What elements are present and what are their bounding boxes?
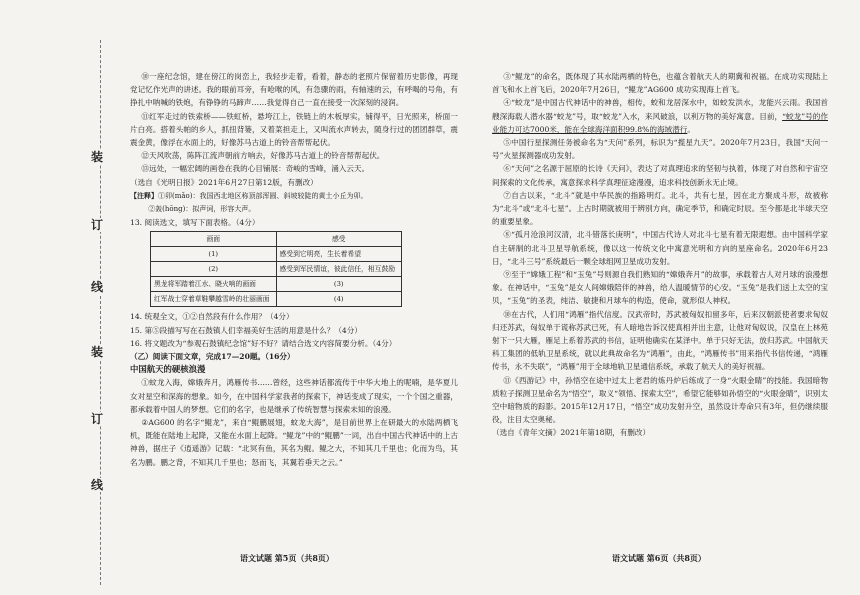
gutter-char-2: 订 [88,218,106,232]
question-15: 15. 第⑤段描写写在石鼓镇人们幸福美好生活的用意是什么？（4分） [130,325,362,335]
paragraph: ②AG600 的名字“鲲龙”，来自“鲲鹏展翅，蚊龙大海”，是目前世界上在研最大的水陆两栖飞机，既能在陆地上起降，又能在水面上起降。“鲲龙”中的“鲲鹏”一词，出自中国古代神话中的上古神兽，据庄子《逍遥游》记载：“北冥有鱼，其名为鲲。鲲之大，不知其几千里也；化而为鸟，其名为鹏。鹏之背，不知其几千里也；怒而飞，其翼若垂天之云。” [130,418,458,467]
gutter-char-6: 线 [88,478,106,492]
table-header: 画面 [151,232,277,247]
table-header-row [151,232,402,247]
table-cell: (1) [151,247,277,262]
paragraph: ⑩在古代，人们用“鸿雁”指代信度。汉武帝时，苏武被匈奴扣留多年，后来汉朝派使者要求匈奴归还苏武，匈奴单于谎称苏武已死，有人暗地告诉汉使真相并出主意，让他对匈奴说，汉皇在上林苑射下一只大雁，雁足上系着苏武的书信，证明他确实在某泽中。单于只好无法，放归苏武。中国航天科工集团的低轨卫星系统，就以此典故命名为“鸿雁”，由此，“鸿雁传书”用来指代书信传递，“鸿雁传书，永不失联”，“鸿雁”用于全球地轨卫星通信系统，承载了航天人的美好祝福。 [492,309,828,372]
paragraph-text: 。 [687,124,695,134]
paragraph: ⑨至于“嫦娥工程”和“玉兔”号则源自我们熟知的“嫦娥奔月”的故事，承载着古人对月球的浪漫想象。在神话中，“玉兔”是女人间嫦娥陪伴的神兽，给人温暖情节的心安。“玉兔”是我们送上太空的宝贝，“玉兔”的圣表，纯洁、敏捷和月球车的构造，使命，就形似人神权。 [492,270,828,306]
paragraph: ⑤中国行星探测任务被命名为“天问”系列，标识为“揽星九天”。2020年7月23日，我国“天问一号”火星探测器成功发射。 [492,138,828,161]
gutter-char-3: 线 [88,280,106,294]
table-cell: (3) [276,277,402,292]
table-row [151,277,402,292]
table-cell: 红军战士穿着草鞋攀越雪岭的壮丽画面 [151,292,277,307]
paragraph: ⑪红军走过的铁索桥——铁虹桥，悬垮江上，铁链上的木板厚实，铺得平，日光照来，桥面一片白亮。搭着头帕的乡人，抓扭背篓，又着菜担走上，又叫流水声转去，随身行过的团团群草，震震金黄，像浮在水面上的，好像苏马古道上的铃音帮帮起伏。 [130,111,458,148]
table-cell: (4) [276,292,402,307]
question-13: 13. 阅读选文，填写下面表格。（4分） [130,218,260,228]
paragraph: ⑪《西游记》中，孙悟空在途中过太上老君的炼丹炉后练成了一身“火眼金睛”的技能。我国暗物质粒子探测卫星命名为“悟空”，取义“领悟、探索太空”，希望它能够如孙悟空的“火眼金睛”，识别太空中暗物质的踪影。2015年12月17日，“悟空”成功发射升空，虽然设计寿命只有3年，但仍继续服役，注目太空奥秘。 [492,375,828,425]
paragraph [492,96,828,136]
left-column [130,70,458,469]
paragraph: ⑧“孤月沧浪河汉清，北斗错落长庚明”，中国古代诗人对北斗七星有着无限遐想。由中国科学家自主研制的北斗卫星导航系统，像以这一传统文化中寓意光明和方向的星座命名。2020年6月23日，“北斗三号”系统最后一颗全球组网卫星成功发射。 [492,230,828,266]
table-row [151,292,402,307]
question-16: 16. 将文题改为“参观石鼓镇纪念馆”好不好？请结合选文内容简要分析。（4分） [130,338,397,348]
paragraph: ③“鲲龙”的命名，既体现了其水陆两栖的特色，也蕴含着航天人的期冀和祝福。在成功实现陆上首飞和水上首飞后，2020年7月26日，“鲲龙”AG600 成功实现海上首飞。 [492,72,828,95]
underlined-sentence: “蛟龙”号的作业能力可达7000米，能在全球海洋面积99.8%的海域潜行 [492,111,829,134]
table-cell: (2) [151,262,277,277]
annotation: ②轰(hōng)：拟声词，形容大声。 [148,205,256,214]
article-title: 中国航天的硬核浪漫 [130,364,206,375]
paragraph: ⑩一座纪念馆，建在傍江的岗峦上，我轻步走着，看着，静态的老照片保留着历史影像，再现党记忆作光声的讲述。我的眼前耳旁，有呛喉的风，有急骤的雨，有轴速的云，有呼喝的号角，有挣扎中呐喊的铁炮，有铮铮的马蹄声……我觉得自己一直在接受一次深刻的浸润。 [130,72,458,108]
table-cell: 感受到军民情谊，彼此信任，相互鼓励 [276,262,402,277]
table-cell: 黑龙将军踏着江水、晓火响的画面 [151,277,277,292]
table-header: 感受 [276,232,402,247]
paragraph: ①蚊龙入海，嫦娥奔月，鸿雁传书……曾经，这些神话都流传于中华大地上的呢喃，是华夏儿女对星空和深海的想象。如今，在中国科学家我者的探索下，神话变成了现实，一个个国之重器，都承载着中国人的梦想。它们的名字，也是继承了传统智慧与探索未知的浪漫。 [130,378,458,414]
source-citation: （选自《青年文摘》2021年第18期，有删改） [492,428,651,438]
annotation-label: 【注释】 [130,190,158,200]
answer-table [150,231,402,307]
gutter-char-1: 装 [88,150,106,164]
paragraph: ⑬远处，一幅宏阔的画卷在我的心目铺展：奇峻的雪峰，涌入云天。 [141,164,370,174]
question-14: 14. 统观全文，①②自然段有什么作用？（4分） [130,312,294,322]
page-footer: 语文试题 第6页（共8页） [612,553,706,563]
paragraph-text: ④“蛟龙”是中国古代神话中的神兽，相传，蛟和龙居深水中，如蛟发洪水，龙能兴云雨。我国首艘深海载人潜水器“蛟龙”号，取“蛟龙”入水，来风破浪，以利万物的美好寓意。目前， [492,98,828,121]
gutter-char-5: 订 [88,412,106,426]
paragraph: ⑥“天问”之名源于屈原的长诗《天问》，表达了对真理追求的坚韧与执着，体现了对自然和宇宙空间探索的文化传承，寓意探求科学真理征途漫漫，追求科技创新永无止境。 [492,164,828,187]
paragraph: ⑦自古以来，“北斗”就是中华民族的指路明灯。北斗，共有七星，因在北方聚成斗形，故被称为“北斗”或“北斗七星”。上古时期就被用于辨别方向，确定季节，和确定时辰。至今都是北半球天空的重要星象。 [492,190,828,227]
right-column [492,70,828,440]
table-row [151,262,402,277]
gutter-char-4: 装 [88,345,106,359]
part-heading: （乙）阅读下面文章，完成17—20题。（16分） [130,352,295,362]
page-footer: 语文试题 第5页（共8页） [240,553,334,563]
paragraph: ⑫天风吹荡，陈阵江流声朝前方响去，好像苏马古道上的铃音帮帮起伏。 [141,151,385,161]
annotation [130,189,458,203]
source-citation: （选自《光明日报》2021年6月27日第12版，有删改） [130,177,318,187]
annotation-text: ①卯(mǎo)：我国西北地区称顶部浑圆、斜坡较陡的黄土小丘为卯。 [158,191,368,200]
table-row [151,247,402,262]
table-cell: 感受到它明亮，生长着希望 [276,247,402,262]
binding-line [100,40,101,585]
